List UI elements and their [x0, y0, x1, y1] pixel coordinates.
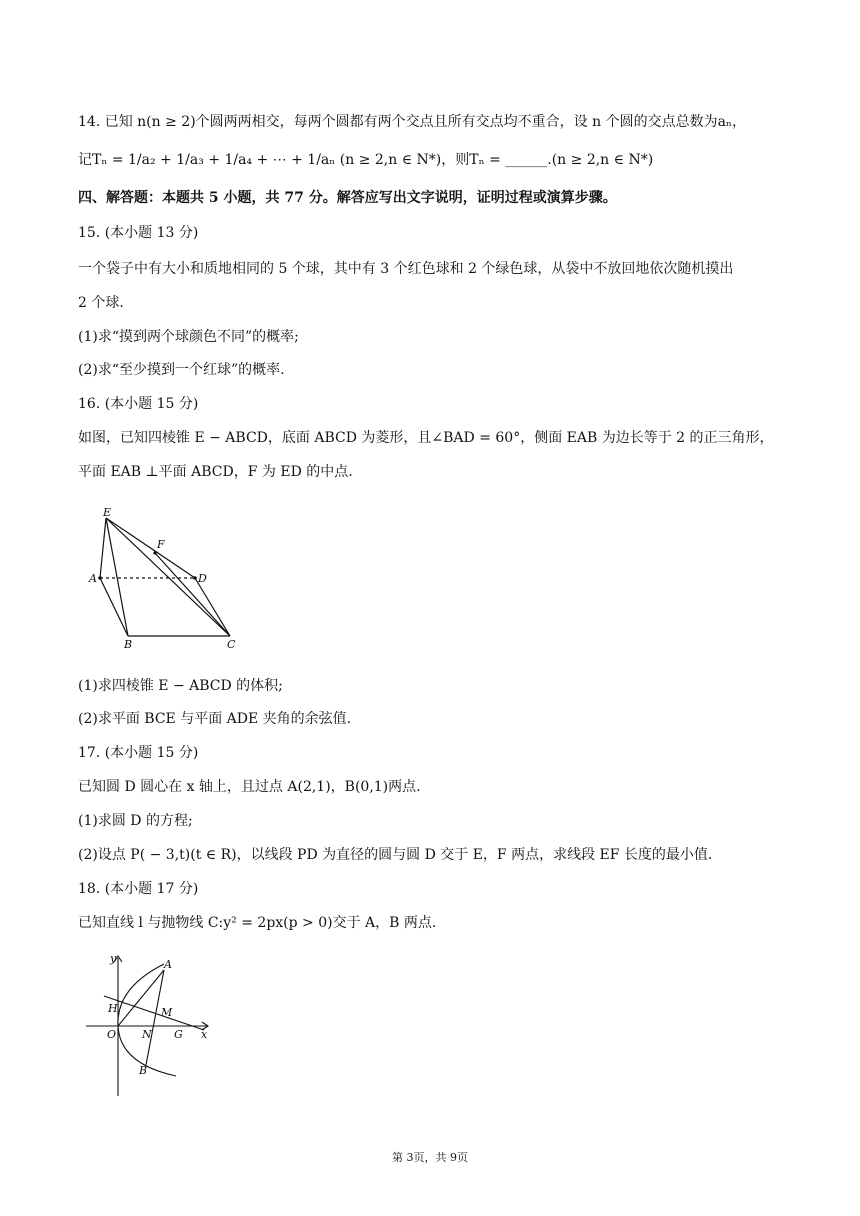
problem-16-header: 16. (本小题 15 分) — [78, 396, 199, 412]
edge-EA — [100, 518, 106, 578]
label-O: O — [107, 1028, 117, 1041]
problem-18-header: 18. (本小题 17 分) — [78, 881, 199, 897]
label-H: H — [108, 1002, 118, 1015]
label-A: A — [164, 958, 172, 971]
problem-17-header: 17. (本小题 15 分) — [78, 745, 199, 761]
problem-14-line-2: 记Tₙ = 1/a₂ + 1/a₃ + 1/a₄ + ⋯ + 1/aₙ (n ≥ 2,n ∈ N*)，则Tₙ = ______.(n ≥ 2,n ∈ N*) — [78, 152, 654, 168]
label-x: x — [201, 1028, 208, 1041]
section-4-heading: 四、解答题：本题共 5 小题，共 77 分。解答应写出文字说明，证明过程或演算步骤。 — [78, 190, 617, 206]
problem-17-stem: 已知圆 D 圆心在 x 轴上，且过点 A(2,1)，B(0,1)两点. — [78, 779, 421, 795]
problem-15-question-2: (2)求“至少摸到一个红球”的概率. — [78, 362, 285, 378]
problem-14-line-1: 14. 已知 n(n ≥ 2)个圆两两相交，每两个圆都有两个交点且所有交点均不重合，设 n 个圆的交点总数为aₙ， — [78, 114, 746, 130]
problem-15-stem-line-1: 一个袋子中有大小和质地相同的 5 个球，其中有 3 个红色球和 2 个绿色球，从袋中不放回地依次随机摸出 — [78, 261, 734, 277]
edge-FC — [155, 553, 230, 636]
label-B: B — [124, 638, 133, 650]
edge-AB — [100, 578, 128, 636]
problem-17-question-2: (2)设点 P( − 3,t)(t ∈ R)，以线段 PD 为直径的圆与圆 D 交于 E，F 两点，求线段 EF 长度的最小值. — [78, 847, 713, 863]
label-C: C — [227, 638, 236, 650]
label-B: B — [139, 1064, 148, 1077]
problem-16-stem-line-1: 如图，已知四棱锥 E − ABCD，底面 ABCD 为菱形，且∠BAD = 60°，侧面 EAB 为边长等于 2 的正三角形， — [78, 430, 774, 446]
problem-16-question-1: (1)求四棱锥 E − ABCD 的体积; — [78, 678, 283, 694]
label-M: M — [161, 1006, 173, 1019]
problem-18-stem: 已知直线 l 与抛物线 C:y² = 2px(p > 0)交于 A，B 两点. — [78, 915, 437, 931]
label-G: G — [174, 1028, 183, 1041]
label-N: N — [142, 1028, 152, 1041]
pyramid-figure — [84, 505, 254, 650]
problem-16-stem-line-2: 平面 EAB ⊥平面 ABCD，F 为 ED 的中点. — [78, 464, 353, 480]
page-footer: 第 3页，共 9页 — [392, 1151, 468, 1164]
label-y: y — [110, 952, 117, 965]
label-D: D — [198, 572, 207, 585]
parabola-figure — [84, 950, 224, 1100]
problem-16-question-2: (2)求平面 BCE 与平面 ADE 夹角的余弦值. — [78, 711, 352, 727]
problem-15-question-1: (1)求“摸到两个球颜色不同”的概率; — [78, 329, 299, 345]
problem-17-question-1: (1)求圆 D 的方程; — [78, 813, 193, 829]
label-F: F — [157, 538, 165, 551]
problem-15-stem-line-2: 2 个球. — [78, 295, 124, 311]
label-A: A — [89, 572, 97, 585]
label-E: E — [103, 506, 112, 519]
edge-ED — [106, 518, 195, 578]
problem-15-header: 15. (本小题 13 分) — [78, 225, 199, 241]
